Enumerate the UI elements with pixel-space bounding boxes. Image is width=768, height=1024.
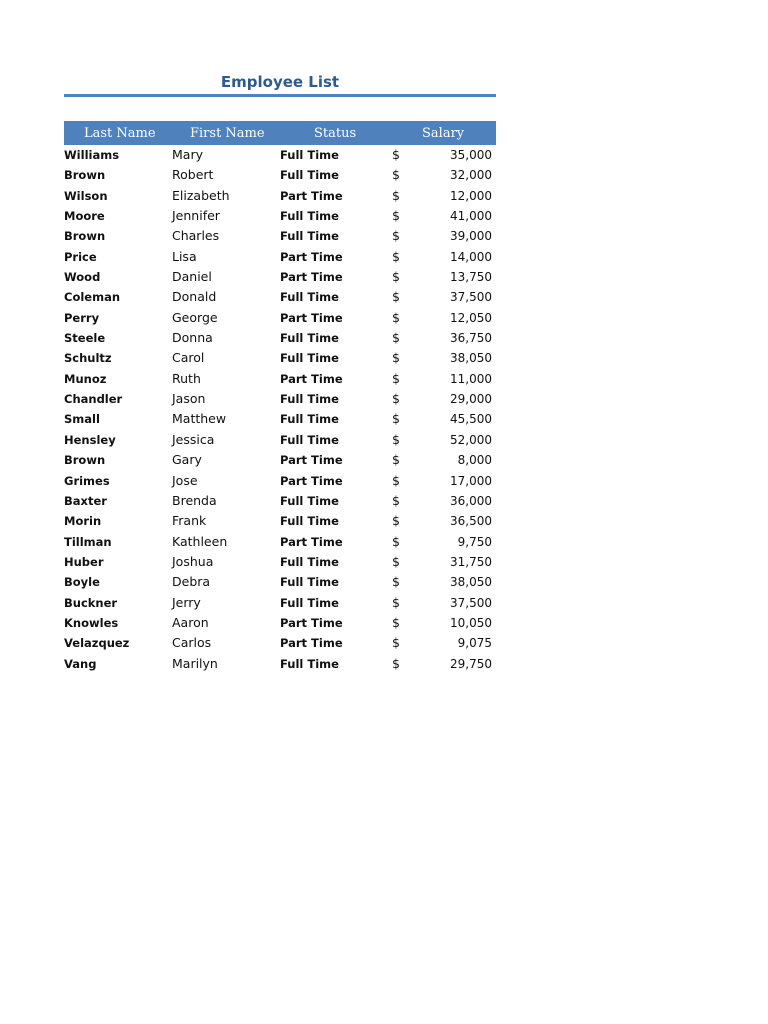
- table-row: [64, 613, 496, 633]
- first-name-cell: Donna: [172, 330, 213, 346]
- last-name-cell: Brown: [64, 453, 106, 468]
- last-name-cell: Tillman: [64, 534, 112, 549]
- salary-cell: 13,750: [450, 270, 492, 285]
- last-name-cell: Munoz: [64, 371, 107, 386]
- salary-cell: 36,750: [450, 331, 492, 346]
- first-name-cell: Robert: [172, 167, 214, 183]
- last-name-cell: Vang: [64, 656, 97, 671]
- salary-cell: 45,500: [450, 412, 492, 427]
- status-cell: Part Time: [280, 371, 343, 386]
- column-header-status: Status: [314, 126, 357, 141]
- last-name-cell: Grimes: [64, 473, 110, 488]
- salary-cell: 31,750: [450, 554, 492, 569]
- status-cell: Full Time: [280, 595, 339, 610]
- salary-cell: 41,000: [450, 209, 492, 224]
- currency-symbol: $: [392, 187, 400, 203]
- status-cell: Full Time: [280, 412, 339, 427]
- currency-symbol: $: [392, 228, 400, 244]
- column-header-salary: Salary: [422, 126, 465, 141]
- currency-symbol: $: [392, 594, 400, 610]
- status-cell: Full Time: [280, 290, 339, 305]
- table-row: [64, 654, 496, 674]
- status-cell: Full Time: [280, 554, 339, 569]
- last-name-cell: Williams: [64, 148, 120, 162]
- table-row: [64, 206, 496, 226]
- status-cell: Full Time: [280, 148, 339, 162]
- first-name-cell: Kathleen: [172, 533, 228, 549]
- table-row: [64, 226, 496, 246]
- currency-symbol: $: [392, 330, 400, 346]
- salary-cell: 10,050: [450, 615, 492, 630]
- status-cell: Part Time: [280, 473, 343, 488]
- salary-cell: 29,000: [450, 392, 492, 407]
- first-name-cell: Jessica: [172, 431, 215, 447]
- currency-symbol: $: [392, 513, 400, 529]
- salary-cell: 37,500: [450, 595, 492, 610]
- title-underline: [64, 94, 496, 97]
- column-header-first-name: First Name: [190, 126, 265, 141]
- currency-symbol: $: [392, 431, 400, 447]
- status-cell: Full Time: [280, 514, 339, 529]
- table-row: [64, 369, 496, 389]
- salary-cell: 9,750: [457, 534, 492, 549]
- first-name-cell: Jerry: [172, 594, 201, 610]
- last-name-cell: Wood: [64, 270, 101, 285]
- employee-table-body: [64, 145, 496, 674]
- status-cell: Part Time: [280, 453, 343, 468]
- last-name-cell: Morin: [64, 514, 102, 529]
- status-cell: Full Time: [280, 331, 339, 346]
- last-name-cell: Schultz: [64, 351, 112, 366]
- last-name-cell: Brown: [64, 229, 106, 244]
- first-name-cell: Matthew: [172, 411, 227, 427]
- last-name-cell: Velazquez: [64, 636, 130, 651]
- table-row: [64, 471, 496, 491]
- salary-cell: 11,000: [450, 371, 492, 386]
- status-cell: Full Time: [280, 392, 339, 407]
- status-cell: Full Time: [280, 493, 339, 508]
- last-name-cell: Baxter: [64, 493, 107, 508]
- first-name-cell: Jason: [172, 391, 206, 407]
- last-name-cell: Small: [64, 412, 100, 427]
- salary-cell: 14,000: [450, 249, 492, 264]
- currency-symbol: $: [392, 411, 400, 427]
- currency-symbol: $: [392, 655, 400, 671]
- first-name-cell: Jose: [172, 472, 198, 488]
- first-name-cell: Aaron: [172, 614, 209, 630]
- currency-symbol: $: [392, 370, 400, 386]
- last-name-cell: Steele: [64, 331, 106, 346]
- column-header-last-name: Last Name: [84, 126, 156, 141]
- status-cell: Part Time: [280, 249, 343, 264]
- last-name-cell: Huber: [64, 554, 104, 569]
- first-name-cell: Joshua: [172, 553, 214, 569]
- currency-symbol: $: [392, 614, 400, 630]
- table-row: [64, 552, 496, 572]
- last-name-cell: Wilson: [64, 188, 108, 203]
- table-header: [64, 121, 496, 145]
- salary-cell: 8,000: [457, 453, 492, 468]
- table-row: [64, 532, 496, 552]
- table-row: [64, 328, 496, 348]
- currency-symbol: $: [392, 350, 400, 366]
- page-title: Employee List: [220, 73, 340, 91]
- table-row: [64, 511, 496, 531]
- status-cell: Full Time: [280, 656, 339, 671]
- first-name-cell: Marilyn: [172, 655, 218, 671]
- status-cell: Full Time: [280, 351, 339, 366]
- last-name-cell: Coleman: [64, 290, 121, 305]
- last-name-cell: Chandler: [64, 392, 123, 407]
- currency-symbol: $: [392, 452, 400, 468]
- salary-cell: 52,000: [450, 432, 492, 447]
- salary-cell: 35,000: [450, 148, 492, 162]
- table-row: [64, 348, 496, 368]
- last-name-cell: Brown: [64, 168, 106, 183]
- table-row: [64, 409, 496, 429]
- salary-cell: 32,000: [450, 168, 492, 183]
- status-cell: Full Time: [280, 575, 339, 590]
- first-name-cell: Brenda: [172, 492, 217, 508]
- first-name-cell: Charles: [172, 228, 220, 244]
- status-cell: Full Time: [280, 229, 339, 244]
- currency-symbol: $: [392, 289, 400, 305]
- table-row: [64, 633, 496, 653]
- salary-cell: 37,500: [450, 290, 492, 305]
- first-name-cell: Debra: [172, 574, 211, 590]
- last-name-cell: Buckner: [64, 595, 118, 610]
- status-cell: Full Time: [280, 209, 339, 224]
- currency-symbol: $: [392, 167, 400, 183]
- table-row: [64, 491, 496, 511]
- table-row: [64, 450, 496, 470]
- first-name-cell: Carlos: [172, 635, 212, 651]
- salary-cell: 17,000: [450, 473, 492, 488]
- currency-symbol: $: [392, 492, 400, 508]
- status-cell: Full Time: [280, 432, 339, 447]
- currency-symbol: $: [392, 472, 400, 488]
- salary-cell: 39,000: [450, 229, 492, 244]
- status-cell: Part Time: [280, 188, 343, 203]
- currency-symbol: $: [392, 391, 400, 407]
- first-name-cell: Ruth: [172, 370, 201, 386]
- currency-symbol: $: [392, 574, 400, 590]
- table-row: [64, 247, 496, 267]
- salary-cell: 38,050: [450, 351, 492, 366]
- table-row: [64, 389, 496, 409]
- currency-symbol: $: [392, 309, 400, 325]
- salary-cell: 9,075: [457, 636, 492, 651]
- salary-cell: 29,750: [450, 656, 492, 671]
- currency-symbol: $: [392, 269, 400, 285]
- status-cell: Full Time: [280, 168, 339, 183]
- currency-symbol: $: [392, 553, 400, 569]
- last-name-cell: Price: [64, 249, 97, 264]
- last-name-cell: Perry: [64, 310, 100, 325]
- currency-symbol: $: [392, 147, 400, 162]
- first-name-cell: Elizabeth: [172, 187, 230, 203]
- first-name-cell: Frank: [172, 513, 207, 529]
- status-cell: Part Time: [280, 636, 343, 651]
- salary-cell: 38,050: [450, 575, 492, 590]
- table-row: [64, 165, 496, 185]
- status-cell: Part Time: [280, 534, 343, 549]
- first-name-cell: Gary: [172, 452, 202, 468]
- currency-symbol: $: [392, 533, 400, 549]
- currency-symbol: $: [392, 635, 400, 651]
- salary-cell: 12,050: [450, 310, 492, 325]
- last-name-cell: Hensley: [64, 432, 116, 447]
- salary-cell: 36,000: [450, 493, 492, 508]
- currency-symbol: $: [392, 208, 400, 224]
- table-row: [64, 186, 496, 206]
- last-name-cell: Knowles: [64, 615, 119, 630]
- last-name-cell: Moore: [64, 209, 105, 224]
- status-cell: Part Time: [280, 615, 343, 630]
- table-row: [64, 145, 496, 165]
- salary-cell: 36,500: [450, 514, 492, 529]
- first-name-cell: Lisa: [172, 248, 197, 264]
- table-row: [64, 593, 496, 613]
- first-name-cell: Daniel: [172, 269, 212, 285]
- first-name-cell: Jennifer: [172, 208, 220, 224]
- table-row: [64, 267, 496, 287]
- status-cell: Part Time: [280, 310, 343, 325]
- first-name-cell: Carol: [172, 350, 205, 366]
- table-row: [64, 430, 496, 450]
- first-name-cell: Mary: [172, 147, 203, 162]
- status-cell: Part Time: [280, 270, 343, 285]
- salary-cell: 12,000: [450, 188, 492, 203]
- first-name-cell: George: [172, 309, 218, 325]
- last-name-cell: Boyle: [64, 575, 100, 590]
- currency-symbol: $: [392, 248, 400, 264]
- table-row: [64, 287, 496, 307]
- table-row: [64, 308, 496, 328]
- table-row: [64, 572, 496, 592]
- first-name-cell: Donald: [172, 289, 217, 305]
